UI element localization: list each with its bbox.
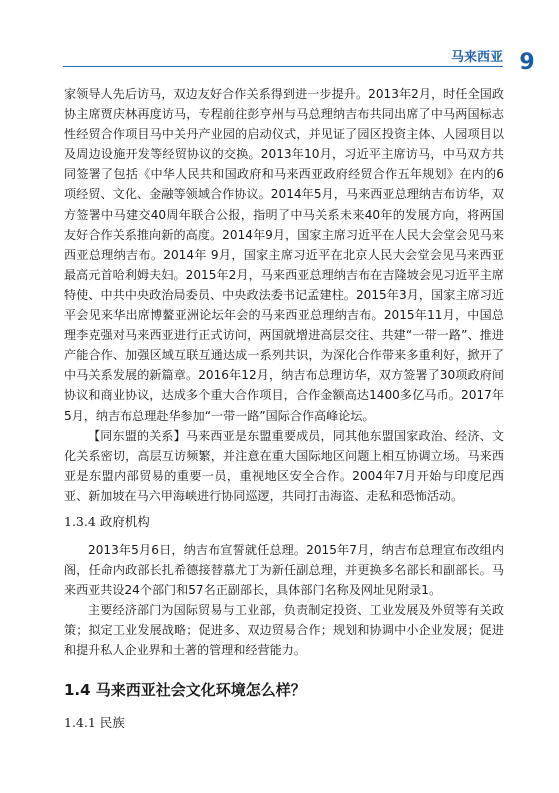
paragraph-bilateral-visits: 家领导人先后访马，双边友好合作关系得到进一步提升。2013年2月，时任全国政协主席贾庆林再度访马，专程前往彭亨州与马总理纳吉布共同出席了中马两国标志性经贸合作项目马中关丹产业园的启动仪式，并见证了园区投资主体、人园项目以及周边设施开发等经贸协议的交换。2013年10月，习近平主席访马，中马双方共同签署了包括《中华人民共和国政府和马来西亚政府经贸合作五年规划》在内的6项经贸、文化、金融等领域合作协议。2014年5月，马来西亚总理纳吉布访华，双方签署中马建交40周年联合公报，指明了中马关系未来40年的发展方向，将两国友好合作关系推向新的高度。2014年9月，国家主席习近平在人民大会堂会见马来西亚总理纳吉布。2014年 9月，国家主席习近平在北京人民大会堂会见马来西亚最高元首哈利姆夫妇。2015年2月，马来西亚总理纳吉布在吉隆坡会见习近平主席特使、中共中央政治局委员、中央政法委书记孟建柱。2015年3月，国家主席习近平会见来华出席博鳌亚洲论坛年会的马来西亚总理纳吉布。2015年11月，中国总理李克强对马来西亚进行正式访问，两国就增进高层交往、共建“一带一路”、推进产能合作、加强区域互联互通达成一系列共识，为深化合作带来多重利好，掀开了中马关系发展的新篇章。2016年12月，纳吉布总理访华，双方签署了30项政府间协议和商业协议，达成多个重大合作项目，合作金额高达1400多亿马币。2017年5月，纳吉布总理赴华参加“一带一路”国际合作高峰论坛。 [64, 87, 504, 423]
section-heading-government: 1.3.4 政府机构 [64, 514, 150, 529]
section-heading-social-culture: 1.4 马来西亚社会文化环境怎么样？ [64, 681, 306, 699]
paragraph-cabinet: 2013年5月6日，纳吉布宣誓就任总理。2015年7月，纳吉布总理宣布改组内阁，任命内政部长扎希德接替慕尤丁为新任副总理，并更换多名部长和副部长。马来西亚共设24个部门和57名正副部长，具体部门名称及网址见附录1。 [64, 543, 504, 598]
running-header-title: 马来西亚 [450, 50, 503, 65]
section-heading-ethnicity: 1.4.1 民族 [64, 715, 125, 730]
paragraph-asean-relations: 【同东盟的关系】马来西亚是东盟重要成员，同其他东盟国家政治、经济、文化关系密切，高层互访频繁，并注意在重大国际地区问题上相互协调立场。马来西亚是东盟内部贸易的重要一员，重视地区安全合作。2004年7月开始与印度尼西亚、新加坡在马六甲海峡进行协同巡逻，共同打击海盗、走私和恐怖活动。 [64, 428, 504, 503]
page-number: 9 [519, 50, 535, 75]
header-divider [63, 66, 503, 67]
body-block-relations [64, 84, 504, 506]
body-block-government [64, 540, 504, 661]
paragraph-economic-ministry: 主要经济部门为国际贸易与工业部，负责制定投资、工业发展及外贸等有关政策；拟定工业发展战略；促进多、双边贸易合作；规划和协调中小企业发展；促进和提升私人企业界和土著的管理和经营能力。 [64, 603, 504, 658]
